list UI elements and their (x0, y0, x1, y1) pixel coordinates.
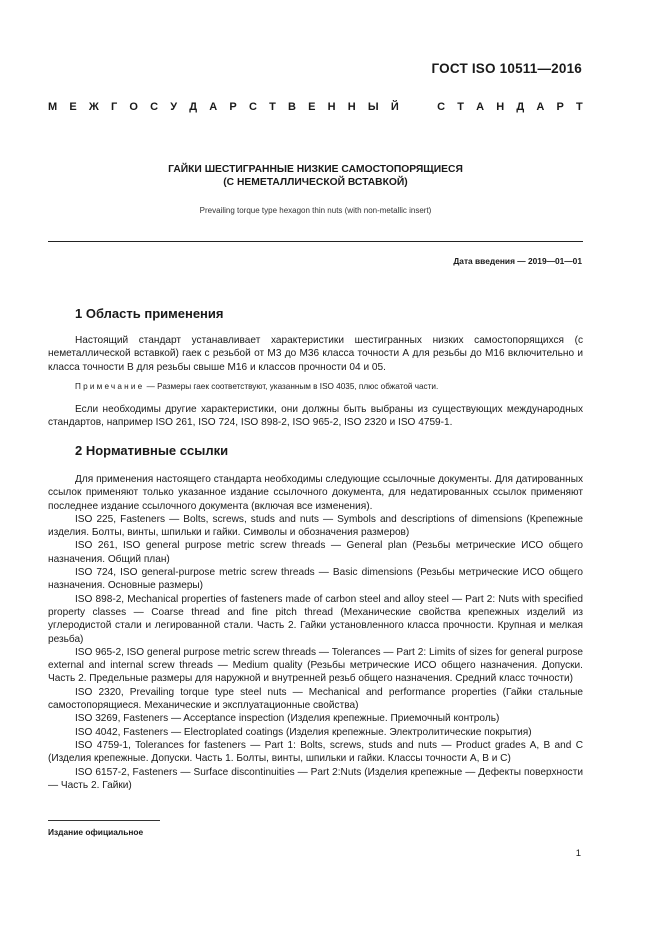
interstate-letter: А (476, 101, 485, 113)
reference-iso-898-2: ISO 898-2, Mechanical properties of fasteners made of carbon steel and alloy steel — Part 2: Nuts with specified property classes — Coarse thread and fine pitch thread (Механические свойства крепежных изделий из углеродистой стали и легированной стали. Часть 2. Гайки установленного класса прочности. Крупная и мелкая резьба) (48, 593, 583, 645)
note-text: — Размеры гаек соответствуют, указанным в ISO 4035, плюс обжатой части. (144, 382, 439, 391)
header-divider (48, 241, 583, 242)
interstate-letter: А (209, 101, 218, 113)
interstate-letter: Н (496, 101, 505, 113)
reference-iso-225: ISO 225, Fasteners — Bolts, screws, studs and nuts — Symbols and descriptions of dimensions (Крепежные изделия. Болты, винты, шпильки и гайки. Символы и обозначения размеров) (48, 513, 583, 539)
title-russian (48, 163, 583, 189)
interstate-letter: Т (457, 101, 464, 113)
section-2-heading: 2 Нормативные ссылки (75, 443, 229, 458)
references-intro: Для применения настоящего стандарта необходимы следующие ссылочные документы. Для датированных ссылок применяют только указанное издание ссылочного документа, для недатированных ссылок применяют последнее издание ссылочного документа (включая все изменения). (48, 474, 583, 512)
section-1-heading: 1 Область применения (75, 306, 224, 321)
footer-divider (48, 820, 160, 821)
interstate-standard-banner (48, 101, 583, 113)
interstate-letter: А (536, 101, 545, 113)
reference-iso-3269: ISO 3269, Fasteners — Acceptance inspection (Изделия крепежные. Приемочный контроль) (75, 713, 500, 725)
interstate-letter: Ы (367, 101, 379, 113)
interstate-letter: С (150, 101, 159, 113)
note-label: Примечание (75, 382, 145, 391)
interstate-letter: Е (308, 101, 316, 113)
interstate-letter: Д (189, 101, 198, 113)
interstate-letter: Р (556, 101, 564, 113)
title-russian-line1: ГАЙКИ ШЕСТИГРАННЫЕ НИЗКИЕ САМОСТОПОРЯЩИЕСЯ (168, 164, 463, 175)
reference-iso-4759-1: ISO 4759-1, Tolerances for fasteners — Part 1: Bolts, screws, studs and nuts — Product grades A, B and C (Изделия крепежные. Допуски. Часть 1. Болты, винты, шпильки и гайки. Классы точности А, В и С) (48, 739, 583, 765)
interstate-letter: М (48, 101, 58, 113)
normative-references (48, 473, 583, 792)
interstate-letter (411, 101, 425, 113)
interstate-letter: О (129, 101, 138, 113)
section-1-paragraph-2: Если необходимы другие характеристики, они должны быть выбраны из существующих международных стандартов, например ISO 261, ISO 724, ISO 898-2, ISO 965-2, ISO 2320 и ISO 4759-1. (48, 404, 583, 429)
reference-iso-261: ISO 261, ISO general purpose metric screw threads — General plan (Резьбы метрические ИСО общего назначения. Общий план) (48, 540, 583, 565)
interstate-letter: С (248, 101, 257, 113)
interstate-letter: У (170, 101, 178, 113)
title-russian-line2: (С НЕМЕТАЛЛИЧЕСКОЙ ВСТАВКОЙ) (223, 177, 408, 188)
interstate-letter: Е (69, 101, 77, 113)
interstate-letter: С (437, 101, 446, 113)
official-edition-label: Издание официальное (48, 827, 144, 837)
interstate-letter: Д (516, 101, 525, 113)
interstate-letter: Й (390, 101, 399, 113)
interstate-letter: Н (327, 101, 336, 113)
reference-iso-965-2: ISO 965-2, ISO general purpose metric screw threads — Tolerances — Part 2: Limits of sizes for general purpose external and internal screw threads — Medium quality (Резьбы метрические ИСО общего назначения. Допуски. Часть 2. Предельные размеры для наружной и внутренней резьб общего назначения. Средний класс точности) (48, 646, 583, 685)
interstate-letter: Т (269, 101, 276, 113)
reference-iso-724: ISO 724, ISO general-purpose metric screw threads — Basic dimensions (Резьбы метрические ИСО общего назначения. Основные размеры) (48, 567, 583, 592)
section-1-note (75, 381, 583, 392)
interstate-letter: Ж (88, 101, 99, 113)
interstate-letter: Р (229, 101, 237, 113)
document-code: ГОСТ ISO 10511—2016 (431, 61, 582, 76)
section-1-paragraph-1: Настоящий стандарт устанавливает характеристики шестигранных низких самостопорящихся (с неметаллической вставкой) гаек с резьбой от М3 до М36 класса точности А для резьбы до М16 включительно и класса точности В для резьбы свыше М16 и классов прочности 04 и 05. (48, 335, 583, 373)
introduction-date: Дата введения — 2019—01—01 (453, 256, 582, 266)
interstate-letter: В (287, 101, 296, 113)
interstate-letter: Т (576, 101, 583, 113)
reference-iso-4042: ISO 4042, Fasteners — Electroplated coatings (Изделия крепежные. Электролитические покрытия) (75, 726, 532, 738)
page-number: 1 (575, 848, 581, 859)
title-english: Prevailing torque type hexagon thin nuts (with non-metallic insert) (199, 206, 432, 215)
reference-iso-2320: ISO 2320, Prevailing torque type steel nuts — Mechanical and performance properties (Гайки стальные самостопорящиеся. Механические и эксплуатационные свойства) (48, 686, 583, 712)
reference-iso-6157-2: ISO 6157-2, Fasteners — Surface discontinuities — Part 2:Nuts (Изделия крепежные — Дефекты поверхности — Часть 2. Гайки) (48, 766, 583, 791)
interstate-letter: Г (110, 101, 118, 113)
interstate-letter: Н (347, 101, 356, 113)
